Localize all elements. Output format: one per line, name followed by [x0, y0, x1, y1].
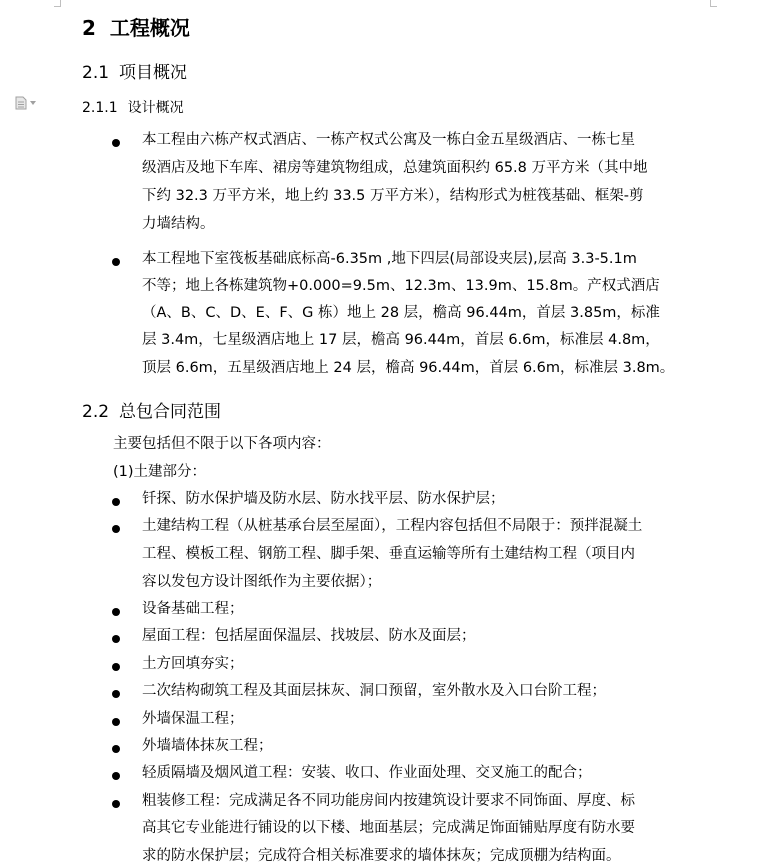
- list-item-line: 不等；地上各栋建筑物+0.000=9.5m、12.3m、13.9m、15.8m。产权式酒店: [142, 278, 660, 294]
- bullet-dot: [112, 718, 120, 726]
- list-item-line: 外墙墙体抹灰工程；: [142, 738, 273, 754]
- list-item-line: 轻质隔墙及烟风道工程：安装、收口、作业面处理、交叉施工的配合；: [142, 765, 592, 781]
- bullet-dot: [112, 525, 120, 533]
- list-item-line: 层 3.4m，七星级酒店地上 17 层，檐高 96.44m，首层 6.6m，标准层 4.8m，: [142, 332, 660, 348]
- list-item-line: 高其它专业能进行铺设的以下楼、地面基层；完成满足饰面铺贴厚度有防水要: [142, 820, 635, 836]
- list-item-line: 钎探、防水保护墙及防水层、防水找平层、防水保护层；: [142, 491, 505, 507]
- list-item-line: 本工程由六栋产权式酒店、一栋产权式公寓及一栋白金五星级酒店、一栋七星: [142, 132, 635, 148]
- heading-2-1-title: 项目概况: [119, 63, 188, 83]
- bullet-dot: [112, 608, 120, 616]
- heading-1-number: 2: [82, 16, 96, 40]
- bullet-dot: [112, 772, 120, 780]
- bullet-dot: [112, 258, 120, 266]
- bullet-dot: [112, 635, 120, 643]
- bullet-dot: [112, 139, 120, 147]
- list-item-line: 设备基础工程；: [142, 601, 244, 617]
- heading-2-1-1-number: 2.1.1: [82, 100, 118, 116]
- heading-2-2-number: 2.2: [82, 402, 110, 422]
- page-corner-mark-right-horizontal: [710, 6, 717, 7]
- list-item-line: 下约 32.3 万平方米，地上约 33.5 万平方米），结构形式为桩筏基础、框架-剪: [142, 188, 644, 204]
- list-item-line: 力墙结构。: [142, 216, 215, 232]
- civil-subheading: (1)土建部分：: [113, 464, 207, 480]
- page-corner-mark-left-horizontal: [54, 6, 61, 7]
- heading-1-title: 工程概况: [109, 16, 190, 40]
- heading-2-2-title: 总包合同范围: [119, 402, 222, 422]
- list-item-line: 二次结构砌筑工程及其面层抹灰、洞口预留，室外散水及入口台阶工程；: [142, 683, 606, 699]
- intro-paragraph: 主要包括但不限于以下各项内容：: [113, 436, 331, 452]
- heading-2-1-number: 2.1: [82, 63, 110, 83]
- list-item-line: 土方回填夯实；: [142, 656, 244, 672]
- chevron-down-icon: [30, 101, 36, 105]
- bullet-dot: [112, 663, 120, 671]
- heading-2-1-1: [82, 97, 184, 117]
- heading-2-1: [82, 58, 187, 83]
- list-item-line: 本工程地下室筏板基础底标高-6.35m ,地下四层(局部设夹层),层高 3.3-5.1m: [142, 251, 637, 267]
- list-item-line: 容以发包方设计图纸作为主要依据）；: [142, 574, 382, 590]
- navigation-dropdown[interactable]: [15, 96, 36, 110]
- document-icon: [15, 96, 27, 110]
- list-item-line: （A、B、C、D、E、F、G 栋）地上 28 层，檐高 96.44m，首层 3.85m，标准: [142, 305, 660, 321]
- list-item-line: 屋面工程：包括屋面保温层、找坡层、防水及面层；: [142, 628, 476, 644]
- bullet-dot: [112, 745, 120, 753]
- heading-1: [82, 12, 190, 41]
- list-item-line: 工程、模板工程、钢筋工程、脚手架、垂直运输等所有土建结构工程（项目内: [142, 546, 635, 562]
- bullet-dot: [112, 690, 120, 698]
- list-item-line: 粗装修工程：完成满足各不同功能房间内按建筑设计要求不同饰面、厚度、标: [142, 793, 635, 809]
- list-item-line: 顶层 6.6m，五星级酒店地上 24 层，檐高 96.44m，首层 6.6m，标准层 3.8m。: [142, 360, 675, 376]
- bullet-dot: [112, 498, 120, 506]
- list-item-line: 土建结构工程（从桩基承台层至屋面），工程内容包括但不局限于：预拌混凝土: [142, 518, 643, 534]
- bullet-dot: [112, 800, 120, 808]
- heading-2-2: [82, 397, 221, 422]
- list-item-line: 级酒店及地下车库、裙房等建筑物组成，总建筑面积约 65.8 万平方米（其中地: [142, 160, 648, 176]
- list-item-line: 外墙保温工程；: [142, 711, 244, 727]
- heading-2-1-1-title: 设计概况: [127, 100, 184, 116]
- list-item-line: 求的防水保护层；完成符合相关标准要求的墙体抹灰；完成顶棚为结构面。: [142, 848, 621, 864]
